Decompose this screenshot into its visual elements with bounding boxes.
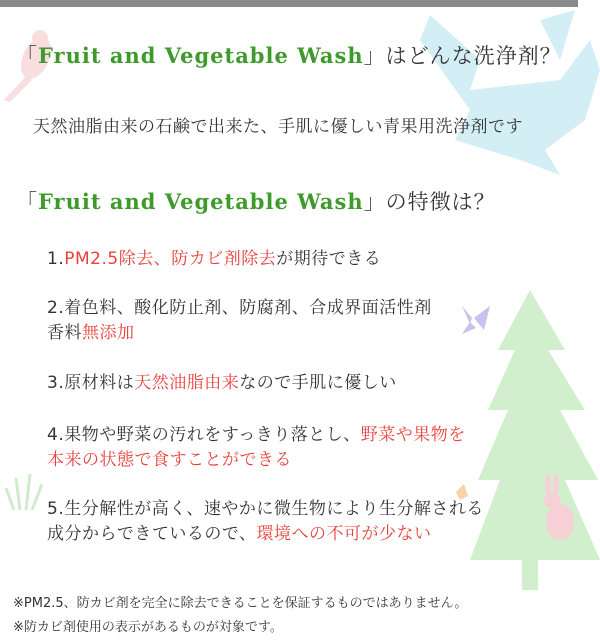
heading-bracket: 「 <box>16 190 38 214</box>
feature-highlight: 本来の状態で食すことができる <box>47 450 292 470</box>
heading-question: 」はどんな洗浄剤？ <box>363 44 562 68</box>
feature-highlight: 環境への不可が少ない <box>256 524 432 544</box>
section-heading-what-is <box>16 40 562 70</box>
feature-item-2 <box>47 296 432 346</box>
feature-item-5 <box>47 497 484 547</box>
feature-highlight: PM2.5除去、防カビ剤除去 <box>64 249 277 269</box>
bird-illustration <box>420 10 600 175</box>
section-heading-features <box>16 186 496 216</box>
feature-highlight: 野菜や果物を <box>360 425 466 445</box>
feature-text: 5.生分解性が高く、速やかに微生物により生分解される <box>47 499 484 519</box>
feature-text: なので手肌に優しい <box>239 373 397 393</box>
feature-text: 1. <box>47 249 65 269</box>
heading-bracket: 「 <box>16 44 38 68</box>
tree-illustration <box>470 290 600 590</box>
heading-question: 」の特徴は？ <box>363 190 496 214</box>
footnote-pm25: ※PM2.5、防カビ剤を完全に除去できることを保証するものではありません。 <box>13 596 468 611</box>
feature-text: 成分からできているので、 <box>47 524 257 544</box>
footnote-antifungal: ※防カビ剤使用の表示があるものが対象です。 <box>13 620 283 635</box>
feature-text: が期待できる <box>276 249 382 269</box>
feature-text: 香料 <box>47 323 82 343</box>
feature-item-3 <box>47 371 397 396</box>
lead-text: 天然油脂由来の石鹸で出来た、手肌に優しい青果用洗浄剤です <box>33 117 523 137</box>
grass-illustration <box>6 474 42 510</box>
butterfly-illustration <box>462 306 490 334</box>
feature-text: 2.着色料、酸化防止剤、防腐剤、合成界面活性剤 <box>47 298 432 318</box>
feature-highlight: 無添加 <box>82 323 135 343</box>
feature-item-1 <box>47 247 381 272</box>
brand-name: Fruit and Vegetable Wash <box>38 189 364 214</box>
brand-name: Fruit and Vegetable Wash <box>38 43 364 68</box>
feature-text: 4.果物や野菜の汚れをすっきり落とし、 <box>47 425 361 445</box>
feature-text: 3.原材料は <box>47 373 135 393</box>
feature-highlight: 天然油脂由来 <box>134 373 240 393</box>
feature-item-4 <box>47 423 466 473</box>
